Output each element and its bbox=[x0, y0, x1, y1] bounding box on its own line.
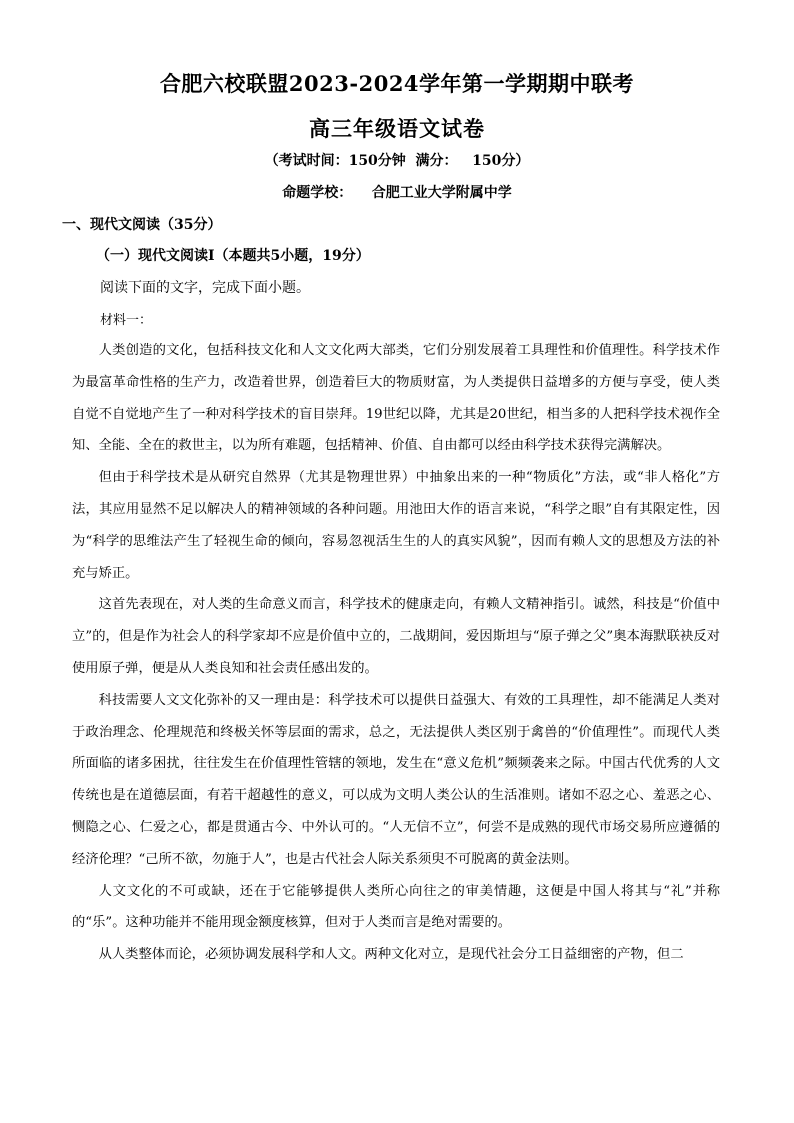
question-setting-school: 命题学校： 合肥工业大学附属中学 bbox=[282, 185, 512, 201]
paragraph: 科技需要人文文化弥补的又一理由是：科学技术可以提供日益强大、有效的工具理性，却不能满足人类对于政治理念、伦理规范和终极关怀等层面的需求，总之，无法提供人类区别于禽兽的“价值理性”。而现代人类所面临的诸多困扰，往往发生在价值理性管辖的领地，发生在“意义危机”频频袭来之际。中国古代优秀的人文传统也是在道德层面，有若干超越性的意义，可以成为文明人类公认的生活准则。诸如不忍之心、羞恶之心、恻隐之心、仁爱之心，都是贯通古今、中外认可的。“人无信不立”，何尝不是成熟的现代市场交易所应遵循的经济伦理？“己所不欲，勿施于人”，也是古代社会人际关系须臾不可脱离的黄金法则。 bbox=[72, 692, 720, 867]
exam-title: 合肥六校联盟2023-2024学年第一学期期中联考 bbox=[159, 71, 635, 96]
material-body bbox=[72, 335, 720, 971]
exam-time-score: （考试时间：150分钟 满分： 150分） bbox=[264, 153, 530, 169]
exam-subtitle: 高三年级语文试卷 bbox=[309, 116, 485, 141]
subsection-heading: （一）现代文阅读Ⅰ（本题共5小题，19分） bbox=[96, 248, 370, 264]
material-label: 材料一： bbox=[100, 313, 153, 328]
reading-instruction: 阅读下面的文字，完成下面小题。 bbox=[100, 280, 310, 296]
paragraph: 从人类整体而论，必须协调发展科学和人文。两种文化对立，是现代社会分工日益细密的产物，但二 bbox=[98, 947, 684, 963]
paragraph: 人文文化的不可或缺，还在于它能够提供人类所心向往之的审美情趣，这便是中国人将其与“礼”并称的“乐”。这种功能并不能用现金额度核算，但对于人类而言是绝对需要的。 bbox=[72, 883, 720, 931]
paragraph: 但由于科学技术是从研究自然界（尤其是物理世界）中抽象出来的一种“物质化”方法，或“非人格化”方法，其应用显然不足以解决人的精神领域的各种问题。用池田大作的语言来说，“科学之眼”自有其限定性，因为“科学的思维法产生了轻视生命的倾向，容易忽视活生生的人的真实风貌”，因而有赖人文的思想及方法的补充与矫正。 bbox=[72, 470, 720, 581]
paragraph: 人类创造的文化，包括科技文化和人文文化两大部类，它们分别发展着工具理性和价值理性。科学技术作为最富革命性格的生产力，改造着世界，创造着巨大的物质财富，为人类提供日益增多的方便与享受，使人类自觉不自觉地产生了一种对科学技术的盲目崇拜。19世纪以降，尤其是20世纪，相当多的人把科学技术视作全知、全能、全在的救世主，以为所有难题，包括精神、价值、自由都可以经由科学技术获得完满解决。 bbox=[72, 343, 720, 454]
section-heading: 一、现代文阅读（35分） bbox=[62, 217, 222, 233]
paragraph: 这首先表现在，对人类的生命意义而言，科学技术的健康走向，有赖人文精神指引。诚然，科技是“价值中立”的，但是作为社会人的科学家却不应是价值中立的，二战期间，爱因斯坦与“原子弹之父”奥本海默联袂反对使用原子弹，便是从人类良知和社会责任感出发的。 bbox=[72, 597, 720, 676]
